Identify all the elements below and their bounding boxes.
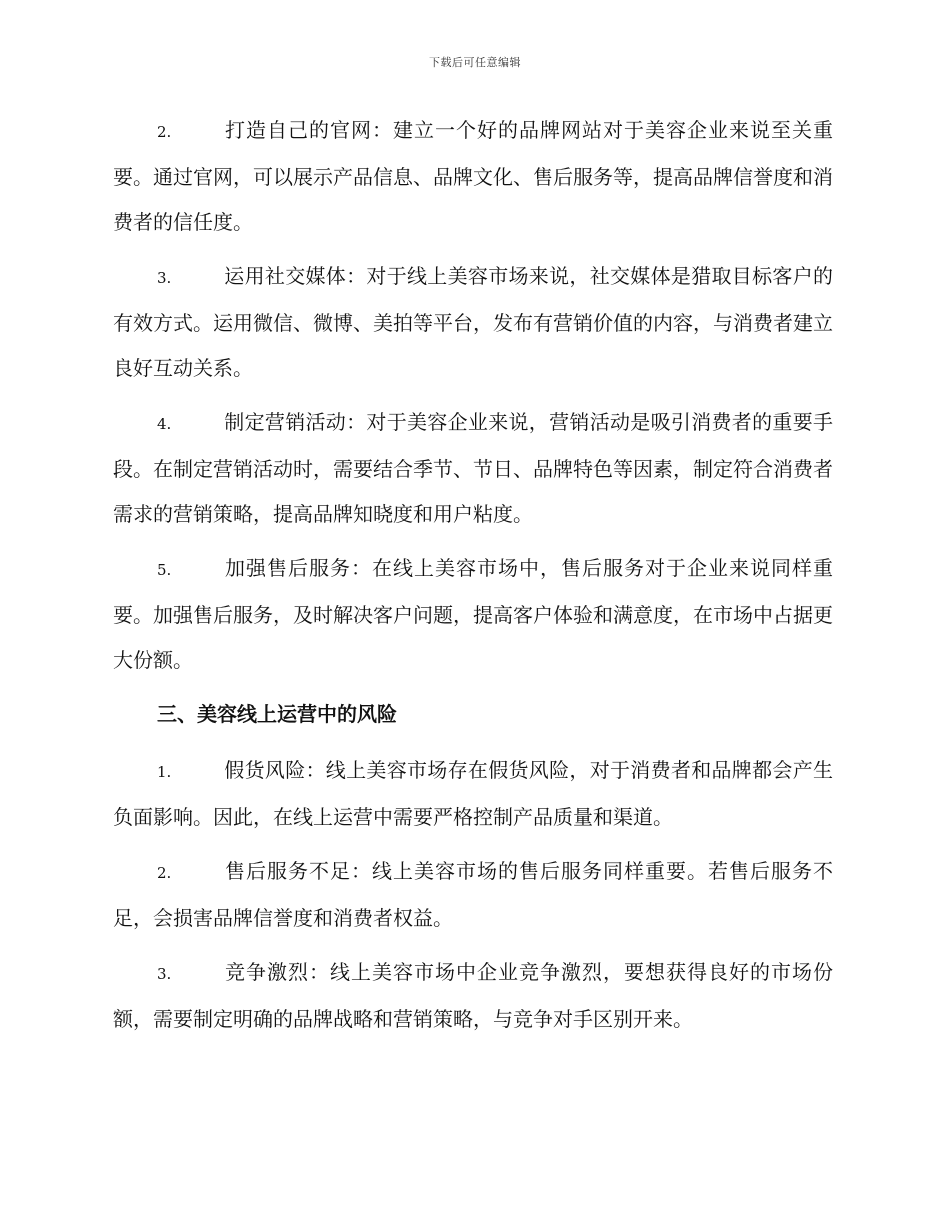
list-text: 竞争激烈：线上美容市场中企业竞争激烈，要想获得良好的市场份额，需要制定明确的品牌战略和营销策略，与竞争对手区别开来。 xyxy=(113,960,833,1031)
list-number: 2. xyxy=(157,864,172,882)
list-text: 售后服务不足：线上美容市场的售后服务同样重要。若售后服务不足，会损害品牌信誉度和消费者权益。 xyxy=(113,859,833,930)
list-text: 假货风险：线上美容市场存在假货风险，对于消费者和品牌都会产生负面影响。因此，在线上运营中需要严格控制产品质量和渠道。 xyxy=(113,758,833,829)
list-text: 运用社交媒体：对于线上美容市场来说，社交媒体是猎取目标客户的有效方式。运用微信、微博、美拍等平台，发布有营销价值的内容，与消费者建立良好互动关系。 xyxy=(113,264,833,380)
list-item xyxy=(113,400,833,537)
list-item xyxy=(113,849,833,941)
list-number: 3. xyxy=(157,269,172,287)
list-item xyxy=(113,254,833,391)
list-number: 3. xyxy=(157,965,172,983)
list-number: 4. xyxy=(157,415,172,433)
list-item xyxy=(113,748,833,840)
list-item xyxy=(113,546,833,683)
list-item xyxy=(113,950,833,1042)
list-number: 2. xyxy=(157,123,172,141)
page-header: 下载后可任意编辑 xyxy=(429,56,521,69)
document-body xyxy=(113,108,833,1051)
list-text: 制定营销活动：对于美容企业来说，营销活动是吸引消费者的重要手段。在制定营销活动时，需要结合季节、节日、品牌特色等因素，制定符合消费者需求的营销策略，提高品牌知晓度和用户粘度。 xyxy=(113,410,833,526)
list-text: 加强售后服务：在线上美容市场中，售后服务对于企业来说同样重要。加强售后服务，及时解决客户问题，提高客户体验和满意度，在市场中占据更大份额。 xyxy=(113,556,833,672)
list-number: 5. xyxy=(157,561,172,579)
list-item xyxy=(113,108,833,245)
list-number: 1. xyxy=(157,763,172,781)
list-text: 打造自己的官网：建立一个好的品牌网站对于美容企业来说至关重要。通过官网，可以展示产品信息、品牌文化、售后服务等，提高品牌信誉度和消费者的信任度。 xyxy=(113,118,833,234)
section-heading: 三、美容线上运营中的风险 xyxy=(157,702,397,726)
